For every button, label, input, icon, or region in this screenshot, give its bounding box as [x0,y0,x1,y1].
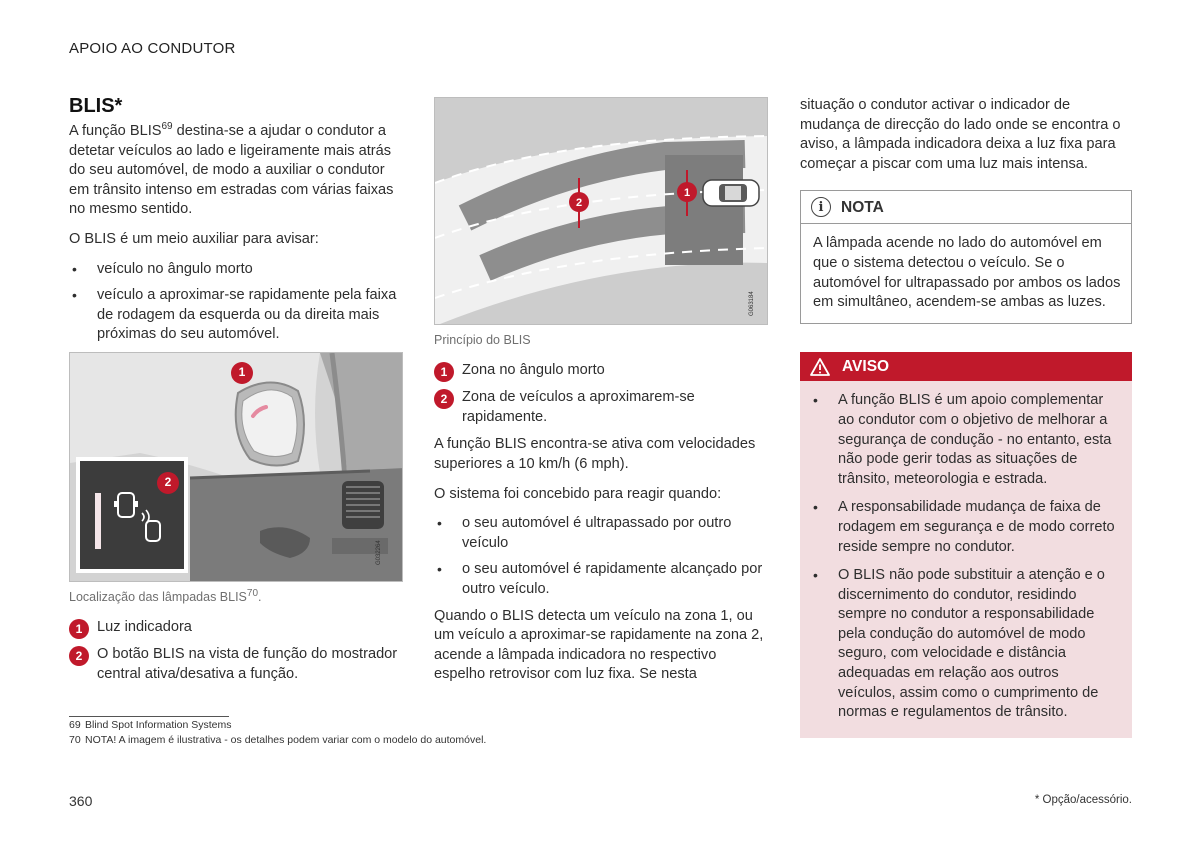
info-icon: i [811,197,831,217]
car-top-view-icon [703,180,759,206]
list-item: • veículo no ângulo morto [69,260,399,280]
number-badge: 2 [434,389,454,409]
note-label: NOTA [841,198,884,216]
column-right [800,96,1132,738]
number-badge: 2 [69,646,89,666]
note-text: A lâmpada acende no lado do automóvel em que o sistema detectou o veículo. Se o automóvel for ultrapassado por ambos os lados em simultâneo, acendem-se ambas as luzes. [813,235,1121,311]
option-accessory-note: * Opção/acessório. [1034,794,1132,806]
warning-header [800,352,1132,382]
figure-code: G032264 [376,540,382,565]
car-interior-drawing [70,353,403,582]
legend-item: 2 O botão BLIS na vista de função do mostrador central ativa/desativa a função. [69,645,399,684]
list-intro: O BLIS é um meio auxiliar para avisar: [69,230,319,247]
list-item: • A função BLIS é um apoio complementar ao condutor com o objetivo de melhorar a segurança de condução - no entanto, esta não pode gerir todas as situações de trânsito, meteorologia e estrada. [810,391,1120,489]
list-item: • O BLIS não pode substituir a atenção e o discernimento do condutor, residindo sempre no condutor a responsabilidade pela condução do automóvel de modo seguro, com velocidade e distância adequadas em relação aos outros veículos, assim como o cumprimento de normas e regulamentos de trânsito. [810,566,1120,723]
warning-list [810,391,1120,723]
note-header [801,191,1131,224]
intro-paragraph [69,122,399,220]
figure-caption: Localização das lâmpadas BLIS$^{70}$. [69,587,262,604]
footnote-ref-69[interactable]: 69 [161,121,173,133]
blis-principle-illustration [434,97,768,325]
list-item: • veículo a aproximar-se rapidamente pela faixa de rodagem da esquerda ou da direita mais próximas do seu automóvel. [69,286,399,345]
legend-item: 1 Luz indicadora [69,618,399,638]
continuation-paragraph: situação o condutor activar o indicador de mudança de direcção do lado onde se encontra o aviso, a lâmpada indicadora deixa a luz fixa para começar a piscar com uma luz mais intensa. [800,97,1121,172]
number-badge: 1 [434,362,454,382]
footnote-69: 69 Blind Spot Information Systems [69,719,232,731]
list-item: • A responsabilidade mudança de faixa de rodagem em segurança e de modo correto reside sempre no condutor. [810,498,1120,557]
section-header: APOIO AO CONDUTOR [69,40,236,57]
warning-box [800,352,1132,738]
footnote-ref-70[interactable]: 70 [246,587,259,599]
marker-2: 2 [575,197,583,209]
conditions-intro: O sistema foi concebido para reagir quando: [434,485,722,502]
marker-1: 1 [683,187,691,199]
marker-2: 2 [164,474,172,489]
intro-text-b: destina-se a ajudar o condutor a detetar veículos ao lado e ligeiramente mais atrás do seu automóvel, de modo a auxiliar o condutor em trânsito intenso em estradas com várias faixas no mesmo sentido. [69,123,394,218]
warning-body [800,381,1132,738]
page-number: 360 [69,793,93,809]
list-item: • o seu automóvel é rapidamente alcançado por outro veículo. [434,560,768,599]
legend-item: 1 Zona no ângulo morto [434,361,768,381]
number-badge: 1 [69,619,89,639]
note-box [800,190,1132,323]
legend-item: 2 Zona de veículos a aproximarem-se rapidamente. [434,388,768,427]
road-zones-drawing [435,98,768,325]
figure-caption: Princípio do BLIS [434,333,531,347]
warning-label: AVISO [842,357,890,375]
detection-paragraph: Quando o BLIS detecta um veículo na zona 1, ou um veículo a aproximar-se rapidamente na zona 2, acende a lâmpada indicadora no respectivo espelho retrovisor com luz fixa. Se nesta [434,607,764,683]
marker-1: 1 [238,364,246,379]
footnote-divider [69,716,229,717]
intro-text-a: A função BLIS [69,123,162,139]
conditions-list [434,514,768,599]
blis-lamp-location-illustration [69,352,403,582]
warning-list [69,260,399,345]
page-title: BLIS* [69,95,123,117]
figure-code: G063184 [749,291,755,316]
activation-paragraph: A função BLIS encontra-se ativa com velocidades superiores a 10 km/h (6 mph). [434,436,756,472]
column-middle [434,97,768,695]
column-left [69,94,399,692]
footnote-70: 70 NOTA! A imagem é ilustrativa - os detalhes podem variar com o modelo do automóvel. [69,734,487,746]
warning-triangle-icon [810,358,830,376]
list-item: • o seu automóvel é ultrapassado por outro veículo [434,514,768,553]
